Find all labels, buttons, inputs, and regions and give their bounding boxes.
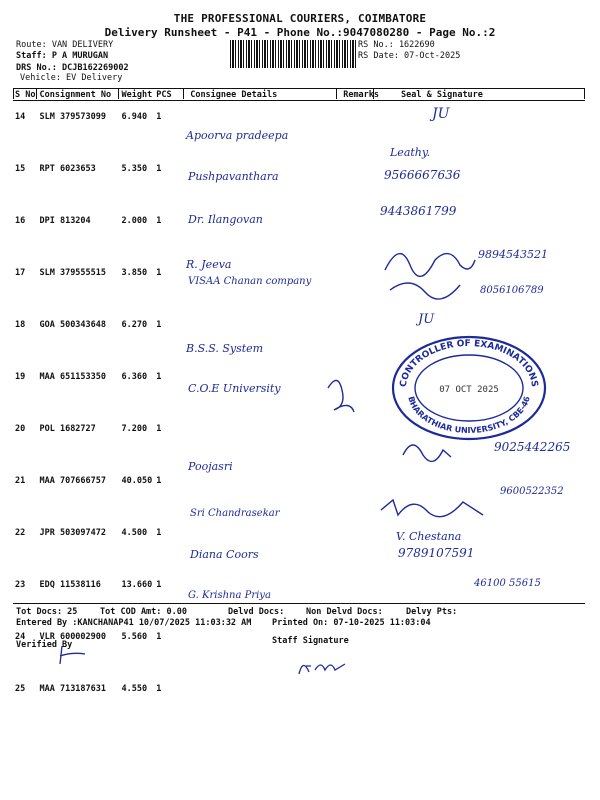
row-consignee-cell xyxy=(188,673,341,725)
row-serial-no: 23 xyxy=(15,580,26,590)
row-consignment-no: SLM 379555515 xyxy=(39,268,107,278)
stamp-date: 07 OCT 2025 xyxy=(439,385,499,395)
handwriting-consignee: Sri Chandrasekar xyxy=(190,508,280,519)
row-consignment-no: RPT 6023653 xyxy=(39,164,96,174)
col-header: Consignee Details xyxy=(188,89,341,101)
row-pcs: 1 xyxy=(156,476,162,486)
row-weight: 4.550 xyxy=(121,684,148,694)
row-consignment-no: MAA 707666757 xyxy=(39,476,107,486)
handwriting-consignee: C.O.E University xyxy=(188,382,281,395)
col-header: Seal & Signature xyxy=(381,89,585,101)
row-weight: 5.350 xyxy=(121,164,148,174)
university-stamp xyxy=(390,335,548,441)
handwriting-signature: 9025442265 xyxy=(494,440,571,454)
meta-drs: DRS No.: DCJB162269002 xyxy=(16,63,129,73)
row-serial-no: 20 xyxy=(15,424,26,434)
meta-vehicle: Vehicle: EV Delivery xyxy=(20,73,123,83)
row-weight: 6.360 xyxy=(121,372,148,382)
row-pcs: 1 xyxy=(156,320,162,330)
signature-scribble xyxy=(320,370,360,420)
table-row xyxy=(13,673,585,725)
col-header: Weight xyxy=(121,89,153,100)
col-header: PCS xyxy=(154,89,188,101)
row-remarks-cell xyxy=(341,101,381,154)
entered-by: Entered By :KANCHANAP41 10/07/2025 11:03:32 AM xyxy=(16,618,252,628)
row-weight: 6.940 xyxy=(121,112,148,122)
row-consignee-cell xyxy=(188,101,341,154)
row-pcs: 1 xyxy=(156,424,162,434)
row-consignment-no: JPR 503097472 xyxy=(39,528,107,538)
meta-rs-no: RS No.: 1622690 xyxy=(358,40,435,50)
row-weight: 3.850 xyxy=(121,268,148,278)
handwriting-signature: 46100 55615 xyxy=(474,578,541,589)
row-pcs: 1 xyxy=(156,632,162,642)
row-consignment-no: MAA 651153350 xyxy=(39,372,107,382)
tot-cod-amt: Tot COD Amt: 0.00 xyxy=(100,607,187,617)
printed-on: Printed On: 07-10-2025 11:03:04 xyxy=(272,618,431,628)
table-header-row xyxy=(13,89,585,101)
row-remarks-cell xyxy=(341,673,381,725)
table-row xyxy=(13,101,585,154)
tot-docs: Tot Docs: 25 xyxy=(16,607,78,617)
delvd-docs: Delvd Docs: xyxy=(228,607,285,617)
handwriting-signature: V. Chestana xyxy=(396,530,462,543)
row-pcs: 1 xyxy=(156,372,162,382)
row-remarks-cell xyxy=(341,309,381,361)
row-serial-no: 14 xyxy=(15,112,26,122)
barcode-image xyxy=(230,40,356,68)
row-serial-no: 22 xyxy=(15,528,26,538)
row-serial-no: 18 xyxy=(15,320,26,330)
row-weight: 4.500 xyxy=(121,528,148,538)
row-pcs: 1 xyxy=(156,216,162,226)
handwriting-signature: 9566667636 xyxy=(384,168,461,182)
row-consignee-cell xyxy=(188,517,341,569)
handwriting-signature: JU xyxy=(432,106,450,122)
verified-by-label: Verified By xyxy=(16,640,73,650)
handwriting-consignee: Pushpavanthara xyxy=(188,170,279,183)
handwriting-signature: 8056106789 xyxy=(480,285,544,296)
row-weight: 13.660 xyxy=(121,580,153,590)
row-serial-no: 19 xyxy=(15,372,26,382)
delvy-pts: Delvy Pts: xyxy=(406,607,458,617)
row-consignment-no: SLM 379573099 xyxy=(39,112,107,122)
row-serial-no: 25 xyxy=(15,684,26,694)
row-consignment-no: POL 1682727 xyxy=(39,424,96,434)
handwriting-consignee: Dr. Ilangovan xyxy=(188,213,263,226)
col-header: Consignment No xyxy=(37,89,119,101)
meta-route: Route: VAN DELIVERY xyxy=(16,40,114,50)
row-consignment-no: MAA 713187631 xyxy=(39,684,107,694)
svg-text:CONTROLLER OF EXAMINATIONS xyxy=(399,339,539,388)
row-pcs: 1 xyxy=(156,164,162,174)
row-pcs: 1 xyxy=(156,580,162,590)
signature-scribble xyxy=(380,230,480,300)
handwriting-consignee: VISAA Chanan company xyxy=(188,276,312,287)
footer-divider xyxy=(13,603,585,604)
row-consignee-cell xyxy=(188,413,341,465)
row-consignment-no: VLR 600002900 xyxy=(39,632,107,642)
row-pcs: 1 xyxy=(156,528,162,538)
col-header: Remarks xyxy=(343,89,380,100)
row-weight: 5.560 xyxy=(121,632,148,642)
meta-staff: Staff: P A MURUGAN xyxy=(16,51,109,61)
handwriting-consignee: Apoorva pradeepa xyxy=(186,129,289,142)
table-row xyxy=(13,569,585,621)
handwriting-consignee: Diana Coors xyxy=(190,548,259,561)
table-row xyxy=(13,153,585,205)
handwriting-signature: 9600522352 xyxy=(500,486,564,497)
handwriting-signature: Leathy. xyxy=(390,146,431,159)
stamp-top-text: CONTROLLER OF EXAMINATIONS xyxy=(398,338,540,388)
row-consignment-no: EDQ 11538116 xyxy=(39,580,101,590)
handwriting-signature: JU xyxy=(418,312,435,327)
row-serial-no: 15 xyxy=(15,164,26,174)
row-weight: 6.270 xyxy=(121,320,148,330)
signature-scribble xyxy=(373,490,503,530)
row-consignment-no: DPI 813204 xyxy=(39,216,91,226)
row-weight: 7.200 xyxy=(121,424,148,434)
stamp-bottom-text: BHARATHIAR UNIVERSITY, CBE-46 xyxy=(406,395,532,436)
non-delvd-docs: Non Delvd Docs: xyxy=(306,607,383,617)
row-pcs: 1 xyxy=(156,112,162,122)
row-signature-cell xyxy=(381,673,585,725)
handwriting-consignee: G. Krishna Priya xyxy=(188,590,271,601)
row-signature-cell xyxy=(381,621,585,673)
row-remarks-cell xyxy=(341,153,381,205)
row-weight: 40.050 xyxy=(121,476,153,486)
row-remarks-cell xyxy=(341,205,381,257)
row-consignment-no: GOA 500343648 xyxy=(39,320,107,330)
row-serial-no: 21 xyxy=(15,476,26,486)
col-header: S No xyxy=(15,89,36,100)
runsheet-subtitle: Delivery Runsheet - P41 - Phone No.:9047080280 - Page No.:2 xyxy=(104,26,496,39)
handwriting-signature: 9894543521 xyxy=(478,248,548,261)
row-serial-no: 24 xyxy=(15,632,26,642)
handwriting-signature: 9443861799 xyxy=(380,204,457,218)
handwriting-consignee: R. Jeeva xyxy=(186,258,232,271)
row-weight: 2.000 xyxy=(121,216,148,226)
row-serial-no: 16 xyxy=(15,216,26,226)
row-remarks-cell xyxy=(341,257,381,309)
handwriting-signature: 9789107591 xyxy=(398,546,475,560)
staff-signature-label: Staff Signature xyxy=(272,636,349,646)
signature-scribble xyxy=(295,652,355,678)
meta-rs-date: RS Date: 07-Oct-2025 xyxy=(358,51,461,61)
row-pcs: 1 xyxy=(156,684,162,694)
page-title: THE PROFESSIONAL COURIERS, COIMBATORE xyxy=(173,12,427,25)
handwriting-consignee: Poojasri xyxy=(188,460,233,473)
row-pcs: 1 xyxy=(156,268,162,278)
handwriting-consignee: B.S.S. System xyxy=(186,342,264,355)
row-serial-no: 17 xyxy=(15,268,26,278)
